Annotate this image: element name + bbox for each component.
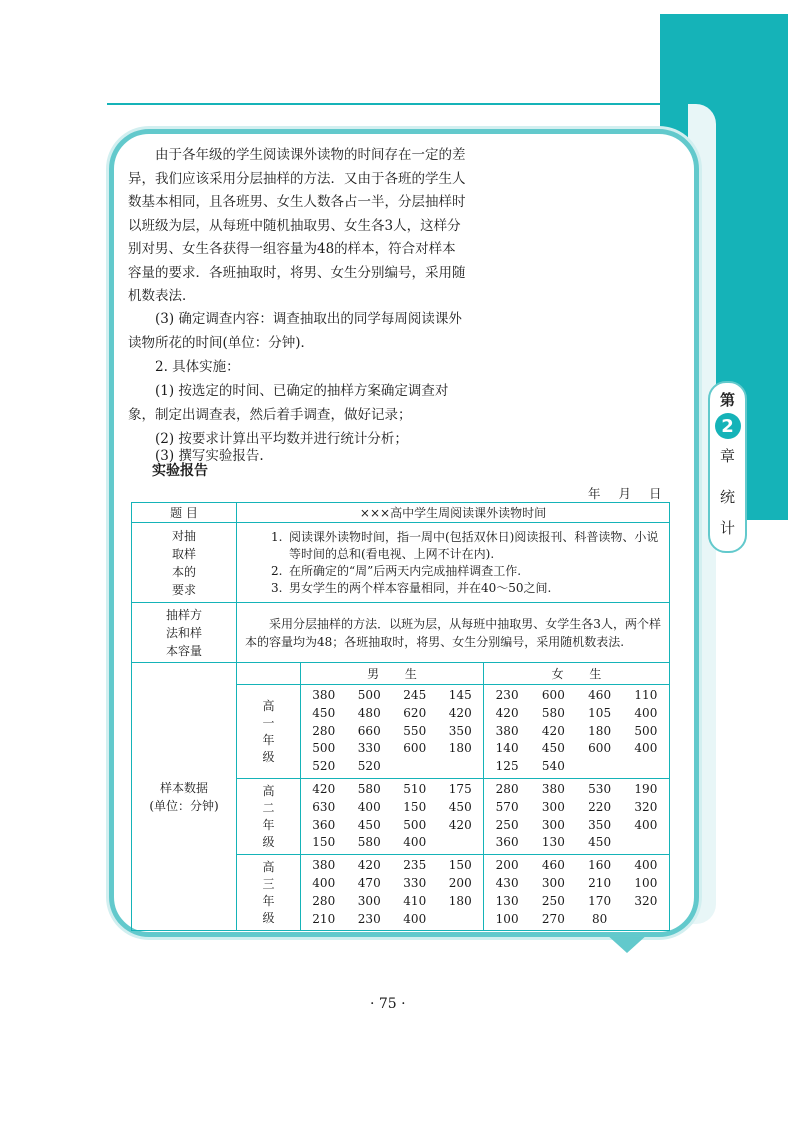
grade-label: 高 二 年 级 <box>237 779 301 855</box>
data-value: 105 <box>588 705 612 720</box>
data-value: 210 <box>312 911 336 926</box>
requirement-label: 对抽 取样 本的 要求 <box>132 523 237 603</box>
data-value: 100 <box>495 911 519 926</box>
text-line: 2. 具体实施： <box>155 359 240 375</box>
data-value <box>438 758 484 776</box>
data-value: 140 <box>495 741 519 756</box>
report-heading: 实验报告 <box>152 463 208 479</box>
data-value: 420 <box>541 723 565 738</box>
male-data <box>301 779 484 855</box>
text-line: 以班级为层，从每班中随机抽取男、女生各3人，这样分 <box>128 217 461 234</box>
data-value: 180 <box>448 893 472 908</box>
female-data <box>484 779 670 855</box>
data-value: 380 <box>495 723 519 738</box>
text-line: 别对男、女生各获得一组容量为48的样本，符合对样本 <box>128 241 456 257</box>
data-value: 500 <box>357 688 381 702</box>
data-value: 350 <box>448 723 472 738</box>
chapter-prefix: 第 <box>719 391 735 409</box>
data-value: 500 <box>312 741 336 756</box>
header-rule <box>107 103 700 105</box>
data-value: 220 <box>588 799 612 814</box>
list-item: 3. 男女学生的两个样本容量相同，并在40～50之间. <box>271 580 552 595</box>
data-value: 400 <box>403 835 427 850</box>
data-value: 380 <box>312 688 336 702</box>
method-text: 采用分层抽样的方法．以班为层，从每班中抽取男、女学生各3人，两个样本的容量均为48；各班抽取时，将男、女生分别编号，采用随机数表法. <box>237 603 670 663</box>
data-value: 300 <box>541 799 565 814</box>
chapter-title-2: 计 <box>719 519 735 537</box>
data-value: 420 <box>448 817 472 832</box>
data-value: 150 <box>403 799 427 814</box>
data-value: 250 <box>541 893 565 908</box>
data-value: 270 <box>541 911 565 926</box>
data-value: 190 <box>634 782 658 796</box>
paragraph-stratified-reason <box>128 144 498 309</box>
data-value: 80 <box>591 911 608 926</box>
data-value: 380 <box>312 858 336 873</box>
data-value: 125 <box>495 759 519 774</box>
text-line: 象，制定出调查表，然后着手调查，做好记录； <box>128 406 412 423</box>
table-row <box>132 603 670 663</box>
male-data <box>301 855 484 931</box>
table-row <box>132 503 670 523</box>
data-value: 170 <box>588 893 612 908</box>
data-value <box>623 834 669 852</box>
data-value: 100 <box>634 875 658 890</box>
data-value: 360 <box>495 835 519 850</box>
chapter-number: 2 <box>715 413 741 439</box>
data-value: 570 <box>495 799 519 814</box>
data-value: 320 <box>634 799 658 814</box>
text-line: 异，我们应该采用分层抽样的方法．又由于各班的学生人 <box>128 170 466 187</box>
data-value: 420 <box>357 858 381 873</box>
data-value: 300 <box>541 817 565 832</box>
data-value: 180 <box>448 741 472 756</box>
data-value: 600 <box>541 688 565 702</box>
data-value <box>438 911 484 929</box>
data-value: 400 <box>634 817 658 832</box>
paragraph-implementation <box>128 356 498 380</box>
data-value: 200 <box>495 858 519 873</box>
data-value: 550 <box>403 723 427 738</box>
data-value: 280 <box>312 723 336 738</box>
data-value: 350 <box>588 817 612 832</box>
method-label: 抽样方 法和样 本容量 <box>132 603 237 663</box>
data-value: 320 <box>634 893 658 908</box>
text-line: 机数表法． <box>128 288 196 304</box>
frame-pointer <box>606 934 648 953</box>
table-row <box>132 523 670 603</box>
data-value: 400 <box>634 705 658 720</box>
female-header: 女 生 <box>484 663 670 685</box>
data-value: 210 <box>588 875 612 890</box>
data-value: 400 <box>634 858 658 873</box>
data-value <box>577 758 623 776</box>
data-value: 500 <box>634 723 658 738</box>
data-value: 430 <box>495 875 519 890</box>
female-data <box>484 855 670 931</box>
data-value: 480 <box>357 705 381 720</box>
data-value: 620 <box>403 705 427 720</box>
data-value: 400 <box>403 911 427 926</box>
data-value: 280 <box>312 893 336 908</box>
data-value: 530 <box>588 782 612 796</box>
data-value <box>392 758 438 776</box>
table-row <box>132 663 670 685</box>
text-line: (3) 确定调查内容：调查抽取出的同学每周阅读课外 <box>155 311 462 327</box>
data-value: 580 <box>541 705 565 720</box>
data-value: 510 <box>403 782 427 796</box>
data-value: 520 <box>357 759 381 774</box>
topic-label: 题 目 <box>132 503 237 523</box>
data-value: 180 <box>588 723 612 738</box>
data-value: 250 <box>495 817 519 832</box>
data-value: 450 <box>588 835 612 850</box>
data-value: 130 <box>495 893 519 908</box>
male-data <box>301 685 484 779</box>
data-value: 580 <box>357 835 381 850</box>
data-value: 330 <box>357 741 381 756</box>
chapter-suffix: 章 <box>719 447 735 465</box>
text-line: (3) 撰写实验报告. <box>155 448 264 464</box>
sample-label: 样本数据 (单位：分钟) <box>132 663 237 931</box>
data-value: 150 <box>448 858 472 873</box>
chapter-tab <box>708 381 747 553</box>
page-number: · 75 · <box>370 996 406 1012</box>
paragraph-step-1 <box>128 380 498 427</box>
data-value: 520 <box>312 759 336 774</box>
data-value: 580 <box>357 782 381 796</box>
data-value: 460 <box>588 688 612 702</box>
text-line: (2) 按要求计算出平均数并进行统计分析； <box>155 431 408 447</box>
data-value: 420 <box>448 705 472 720</box>
data-value: 245 <box>403 688 427 702</box>
text-line: 数基本相同，且各班男、女生人数各占一半，分层抽样时 <box>128 194 466 210</box>
male-header: 男 生 <box>301 663 484 685</box>
grade-label: 高 三 年 级 <box>237 855 301 931</box>
data-value: 420 <box>312 782 336 796</box>
data-value: 360 <box>312 817 336 832</box>
data-value: 150 <box>312 835 336 850</box>
data-value: 500 <box>403 817 427 832</box>
data-value: 200 <box>448 875 472 890</box>
data-value: 600 <box>588 741 612 756</box>
data-value: 420 <box>495 705 519 720</box>
data-value <box>438 834 484 852</box>
topic-value: ×××高中学生周阅读课外读物时间 <box>237 503 670 523</box>
data-value <box>623 911 669 929</box>
data-value: 300 <box>357 893 381 908</box>
data-value: 175 <box>448 782 472 796</box>
data-value: 160 <box>588 858 612 873</box>
data-value: 130 <box>541 835 565 850</box>
data-value: 460 <box>541 858 565 873</box>
text-line: 容量的要求．各班抽取时，将男、女生分别编号，采用随 <box>128 264 466 281</box>
data-value: 410 <box>403 893 427 908</box>
data-value: 470 <box>357 875 381 890</box>
text-line: 由于各年级的学生阅读课外读物的时间存在一定的差 <box>155 147 466 163</box>
data-value: 540 <box>541 759 565 774</box>
chapter-title-1: 统 <box>719 488 735 506</box>
female-data <box>484 685 670 779</box>
requirement-list <box>237 523 670 603</box>
data-value: 380 <box>541 782 565 796</box>
data-value <box>623 758 669 776</box>
data-value: 110 <box>634 688 658 702</box>
data-value: 450 <box>357 817 381 832</box>
text-line: 读物所花的时间(单位：分钟)． <box>128 334 315 351</box>
data-value: 400 <box>312 875 336 890</box>
text-line: (1) 按选定的时间、已确定的抽样方案确定调查对 <box>155 383 449 399</box>
paragraph-survey-content <box>128 308 498 355</box>
data-value: 230 <box>495 688 519 702</box>
data-value: 300 <box>541 875 565 890</box>
data-value: 450 <box>541 741 565 756</box>
data-value: 230 <box>357 911 381 926</box>
data-value: 400 <box>357 799 381 814</box>
data-value: 235 <box>403 858 427 873</box>
data-value: 450 <box>448 799 472 814</box>
experiment-report-table <box>131 502 670 931</box>
list-item: 1. 阅读课外读物时间，指一周中(包括双休日)阅读报刊、科普读物、小说等时间的总和(看电视、上网不计在内). <box>271 529 659 561</box>
list-item: 2. 在所确定的“周”后两天内完成抽样调查工作. <box>271 563 522 578</box>
data-value: 330 <box>403 875 427 890</box>
data-value: 400 <box>634 741 658 756</box>
data-value: 450 <box>312 705 336 720</box>
data-value: 630 <box>312 799 336 814</box>
report-date: 年 月 日 <box>588 486 662 501</box>
data-value: 660 <box>357 723 381 738</box>
grade-label: 高 一 年 级 <box>237 685 301 779</box>
data-value: 600 <box>403 741 427 756</box>
data-value: 280 <box>495 782 519 796</box>
data-value: 145 <box>448 688 472 702</box>
